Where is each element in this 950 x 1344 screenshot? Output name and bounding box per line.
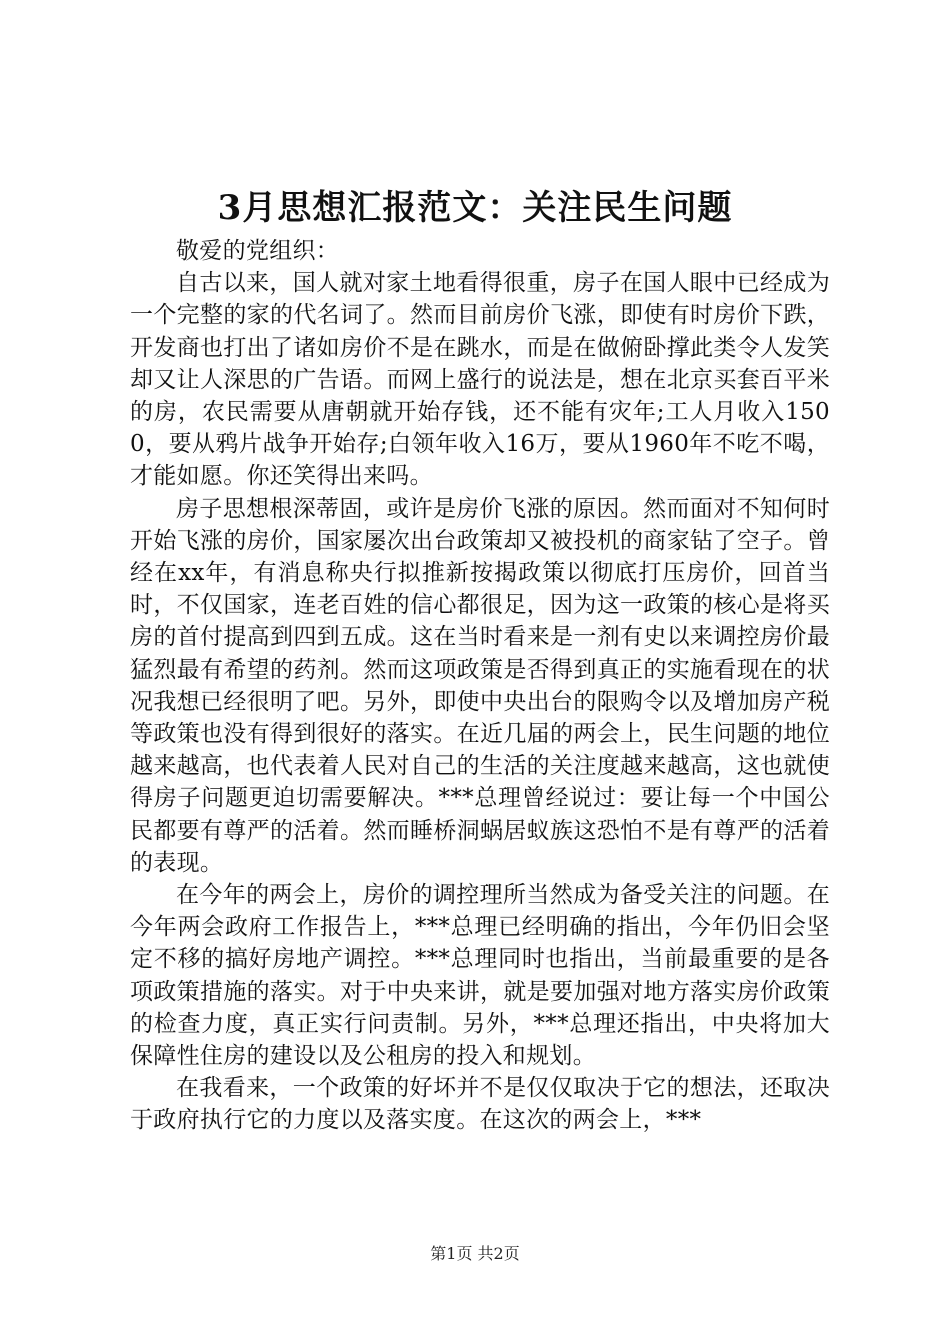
- page-number-footer: 第1页 共2页: [430, 1244, 520, 1263]
- paragraph-2: 房子思想根深蒂固，或许是房价飞涨的原因。然而面对不知何时开始飞涨的房价，国家屡次出台政策却又被投机的商家钻了空子。曾经在xx年，有消息称央行拟推新按揭政策以彻底打压房价，回首当时，不仅国家，连老百姓的信心都很足，因为这一政策的核心是将买房的首付提高到四到五成。这在当时看来是一剂有史以来调控房价最猛烈最有希望的药剂。然而这项政策是否得到真正的实施看现在的状况我想已经很明了吧。另外，即使中央出台的限购令以及增加房产税等政策也没有得到很好的落实。在近几届的两会上，民生问题的地位越来越高，也代表着人民对自己的生活的关注度越来越高，这也就使得房子问题更迫切需要解决。***总理曾经说过：要让每一个中国公民都要有尊严的活着。然而睡桥洞蜗居蚁族这恐怕不是有尊严的活着的表现。: [130, 495, 830, 876]
- paragraph-4: 在我看来，一个政策的好坏并不是仅仅取决于它的想法，还取决于政府执行它的力度以及落实度。在这次的两会上，***: [130, 1075, 830, 1134]
- document-title: 3月思想汇报范文：关注民生问题: [217, 188, 733, 228]
- paragraph-3: 在今年的两会上，房价的调控理所当然成为备受关注的问题。在今年两会政府工作报告上，***总理已经明确的指出，今年仍旧会坚定不移的搞好房地产调控。***总理同时也指出，当前最重要的是各项政策措施的落实。对于中央来讲，就是要加强对地方落实房价政策的检查力度，真正实行问责制。另外，***总理还指出，中央将加大保障性住房的建设以及公租房的投入和规划。: [130, 882, 830, 1070]
- document-body: [130, 235, 830, 1137]
- salutation: 敬爱的党组织：: [176, 238, 340, 264]
- paragraph-1: 自古以来，国人就对家土地看得很重，房子在国人眼中已经成为一个完整的家的代名词了。然而目前房价飞涨，即使有时房价下跌，开发商也打出了诸如房价不是在跳水，而是在做俯卧撑此类令人发笑却又让人深思的广告语。而网上盛行的说法是，想在北京买套百平米的房，农民需要从唐朝就开始存钱，还不能有灾年;工人月收入1500，要从鸦片战争开始存;白领年收入16万，要从1960年不吃不喝，才能如愿。你还笑得出来吗。: [130, 270, 830, 490]
